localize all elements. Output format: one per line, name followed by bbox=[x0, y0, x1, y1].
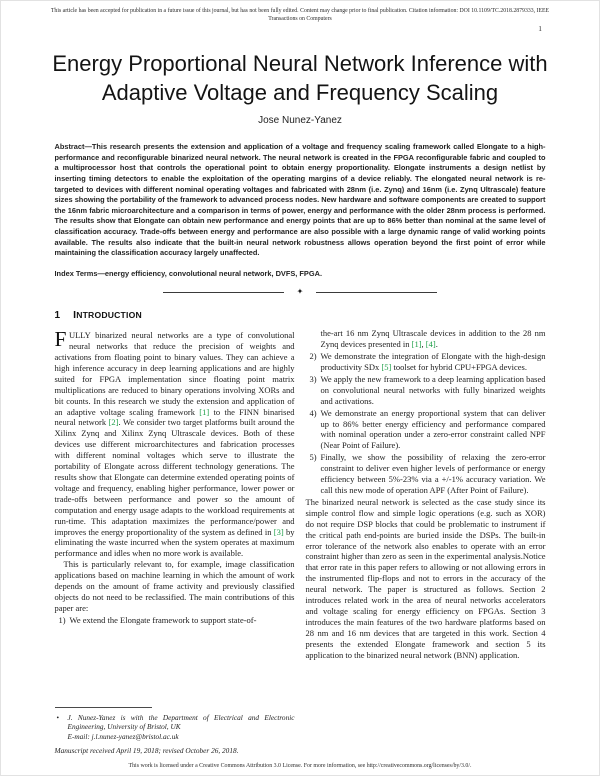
intro-paragraph-1-text: ULLY binarized neural networks are a type of convolutional neural networks that reduce the precision of weights and activations from floating point to binary values. They can achieve a high inference accuracy in deep learning applications and are highly suited for FPGA implementation since floating point matrix multiplications are reduced to binary operations involving XORs and bit counts. In this research we study the extension and application of an adaptive voltage scaling framework [1] to the FINN binarised neural network [2]. We consider two target platforms built around the Xilinx Zynq and Xilinx Zynq Ultrascale devices. Both of these devices use different microarchitectures and fabrication processes with different nominal voltages which serve to illustrate the portability of Elongate across different technology generations. The results show that Elongate can determine extended operating points of voltage and frequency, enabling higher performance, lower power or trade-offs between performance and power so the amount of computation and energy usage adapts to the workload requirements at run-time. This adaptation maximizes the performance/power and improves the energy proportionality of the system as defined in [3] by eliminating the waste incurred when the system operates at maximum performance and idles when no more work is available. bbox=[54, 330, 295, 559]
contribution-item-1 bbox=[55, 615, 295, 626]
item-3-number: 3) bbox=[309, 373, 317, 384]
footnote-entry bbox=[55, 713, 295, 741]
item-2-text: We demonstrate the integration of Elongate with the high-design productivity SDx [5] toolset for hybrid CPU+FPGA devices. bbox=[320, 351, 546, 373]
contribution-item-1-continuation: the-art 16 nm Zynq Ultrascale devices in addition to the 28 nm Zynq devices presented in [1], [4]. bbox=[320, 328, 546, 350]
contribution-item-3 bbox=[306, 374, 546, 407]
notice-line-2: Transactions on Computers bbox=[268, 15, 332, 22]
footnote-bullet: • bbox=[56, 713, 60, 723]
item-2-number: 2) bbox=[309, 351, 317, 362]
contribution-item-5 bbox=[306, 452, 546, 496]
acceptance-notice bbox=[1, 1, 599, 23]
footnote-email: E-mail: j.l.nunez-yanez@bristol.ac.uk bbox=[67, 731, 179, 741]
section-title: INTRODUCTION bbox=[73, 309, 142, 322]
item-1-number: 1) bbox=[58, 614, 66, 625]
footnote-affiliation: J. Nunez-Yanez is with the Department of Electrical and Electronic Engineering, University of Bristol, UK bbox=[67, 713, 295, 732]
section-heading bbox=[55, 310, 295, 322]
footnote-text bbox=[68, 713, 295, 741]
license-footer: This work is licensed under a Creative Commons Attribution 3.0 License. For more information, see http://creativecommons.org/licenses/by/3.0/. bbox=[128, 763, 472, 769]
citation-ref[interactable]: [1] bbox=[199, 406, 210, 417]
item-3-text: We apply the new framework to a deep learning application based on convolutional neural networks with fully binarized weights and activations. bbox=[320, 373, 546, 406]
item-5-text: Finally, we show the possibility of relaxing the zero-error constraint to deliver even higher levels of performance or energy efficiency between 5%-23% via a +/-1% accuracy variation. We call this new mode of operation APF (After Point of Failure). bbox=[320, 452, 546, 495]
item-5-number: 5) bbox=[309, 452, 317, 463]
footnote-rule bbox=[55, 707, 152, 708]
contribution-item-2 bbox=[306, 351, 546, 373]
citation-ref[interactable]: [3] bbox=[273, 526, 284, 537]
body-columns bbox=[55, 308, 546, 755]
page-number: 1 bbox=[538, 24, 542, 33]
right-column bbox=[306, 308, 546, 755]
author-footnote bbox=[55, 707, 295, 755]
citation-ref[interactable]: [4] bbox=[425, 339, 436, 350]
item-4-text: We demonstrate an energy proportional system that can deliver up to 86% better energy efficiency and performance compared with nominal operation under a zero-error constraint called NPF (Near Point of Failure). bbox=[320, 407, 546, 451]
section-divider bbox=[1, 288, 599, 296]
drop-cap: F bbox=[54, 327, 67, 352]
abstract-text: —This research presents the extension and application of a voltage and frequency scaling framework called Elongate to a high-performance and reconfigurable binarized neural network. The neural network is created in the FPGA reconfigurable fabric and coupled to a multiprocessor host that controls the operational point to obtain energy proportionality. Elongate instruments a design netlist by inserting timing detectors to enable the exploitation of the operating margins of a device reliably. The elongated neural network is re-targeted to devices with different nominal operating voltages and fabricated with 28nm (i.e. Zynq) and 16nm (i.e. Zynq Ultrascale) feature sizes showing the portability of the framework to advanced process nodes. New hardware and software components are created to support the 16nm fabric microarchitecture and a comparison in terms of power, energy and performance with the older 28nm process is performed. The results show that Elongate can obtain new performance and energy points that are up to 86% better than nominal at the same level of classification accuracy. Trade-offs between energy and performance are also possible with a large dynamic range of valid working points available. The results also indicate that the built-in neural network robustness allows operation beyond the first point of error while maintaining the classification accuracy largely unaffected. bbox=[54, 142, 546, 258]
notice-line-1: This article has been accepted for publication in a future issue of this journal, but has not been fully edited. Content may change prior to final publication. Citation information: DOI 10.1109/TC.2018.2879333, IEEE bbox=[50, 8, 550, 14]
citation-ref[interactable]: [1] bbox=[411, 339, 422, 350]
closing-paragraph: The binarized neural network is selected as the case study since its simple control flow and simple logic operations (e.g. such as XOR) do not require DSP blocks that could be problematic to instrument if the critical path end-points are buried inside the DSPs. The built-in error tolerance of the network also enables to operate with an error constraint higher than zero as seen in the experimental analysis.Notice that error rate in this paper refers to allowing or not allowing errors in the instrumented flip-flops and not to errors in the accuracy of the neural network. The paper is structured as follows. Section 2 introduces related work in the area of neural networks accelerators and voltage scaling for energy efficiency on FPGAs. Section 3 introduces the main features of the two hardware platforms based on 28 nm and 16 nm devices that are targeted in this work. Section 4 presents the extended Elongate framework and section 5 its application to the binarized neural network (BNN) application. bbox=[305, 496, 546, 660]
section-number: 1 bbox=[54, 310, 61, 322]
intro-paragraph-2: This is particularly relevant to, for example, image classification applications based on machine learning in which the amount of work depends on the amount of frame activity and previously classified objects do not need to be reclassified. The main contributions of this paper are: bbox=[54, 559, 295, 613]
author-name: Jose Nunez-Yanez bbox=[258, 115, 342, 127]
citation-ref[interactable]: [2] bbox=[108, 417, 119, 428]
citation-ref[interactable]: [5] bbox=[381, 362, 392, 373]
abstract-section bbox=[55, 142, 546, 259]
divider-line-left bbox=[163, 292, 284, 293]
contribution-item-4 bbox=[306, 408, 546, 452]
item-4-number: 4) bbox=[309, 407, 317, 418]
diamond-icon: ✦ bbox=[296, 287, 304, 297]
index-terms-section bbox=[55, 269, 546, 280]
index-terms-text: —energy efficiency, convolutional neural network, DVFS, FPGA. bbox=[97, 268, 323, 278]
divider-line-right bbox=[316, 292, 437, 293]
paper-title: Energy Proportional Neural Network Inference with Adaptive Voltage and Frequency Scaling bbox=[52, 51, 548, 106]
abstract-label: Abstract bbox=[54, 142, 85, 152]
item-1-text: We extend the Elongate framework to support state-of- bbox=[69, 614, 257, 625]
manuscript-note: Manuscript received April 19, 2018; revised October 26, 2018. bbox=[54, 746, 239, 756]
intro-paragraph-1 bbox=[54, 327, 295, 559]
left-column bbox=[55, 308, 295, 755]
index-terms-label: Index Terms bbox=[54, 268, 98, 278]
